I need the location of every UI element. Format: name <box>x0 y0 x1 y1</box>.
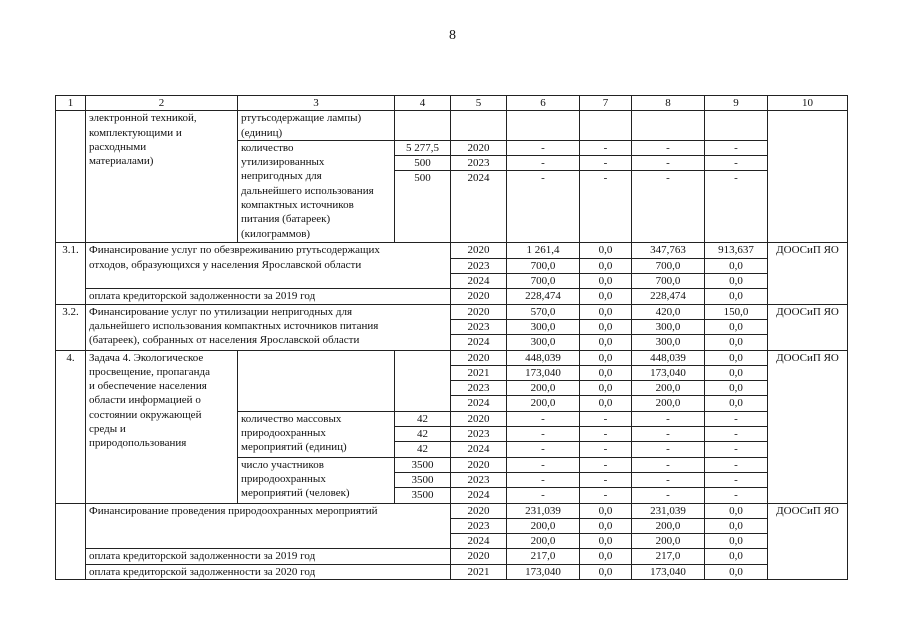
num-cell <box>56 111 86 243</box>
debt-label: оплата кредиторской задолженности за 2019 год <box>86 549 451 564</box>
name-cell: Финансирование проведения природоохранных мероприятий <box>86 503 451 549</box>
header-cell: 7 <box>580 96 632 111</box>
name-cell: Задача 4. Экологическое просвещение, пропаганда и обеспечение населения области информацией о состоянии окружающей среды и природопользования <box>86 350 238 503</box>
table-row: 3.2. Финансирование услуг по утилизации непригодных для дальнейшего использования компактных источников питания (батареек), собранных от населения Ярославской области 2020 570,0 0,0 420,0 150,0 ДООСиП ЯО <box>56 304 848 319</box>
header-cell: 10 <box>768 96 848 111</box>
executor-cell: ДООСиП ЯО <box>768 350 848 503</box>
num-cell: 4. <box>56 350 86 503</box>
header-cell: 3 <box>238 96 395 111</box>
debt-label: оплата кредиторской задолженности за 2020 год <box>86 564 451 579</box>
table-row: 2023 200,0 0,0 200,0 0,0 <box>56 381 848 396</box>
header-cell: 8 <box>632 96 705 111</box>
table-row: оплата кредиторской задолженности за 2019 год 2020 217,0 0,0 217,0 0,0 <box>56 549 848 564</box>
table-row: 500 2024 - - - - <box>56 171 848 243</box>
table-row: 4. Задача 4. Экологическое просвещение, пропаганда и обеспечение населения области информацией о состоянии окружающей среды и природопользования 2020 448,039 0,0 448,039 0,0 ДООСиП ЯО <box>56 350 848 365</box>
table-row: 3500 2024 - - - - <box>56 488 848 503</box>
page-number: 8 <box>449 28 456 43</box>
table-row: 500 2023 - - - - <box>56 156 848 171</box>
table-row: число участников природоохранных мероприятий (человек) 3500 2020 - - - - <box>56 457 848 472</box>
header-cell: 9 <box>705 96 768 111</box>
header-cell: 1 <box>56 96 86 111</box>
name-cell: электронной техникой, комплектующими и расходными материалами) <box>86 111 238 243</box>
table-row: Финансирование проведения природоохранных мероприятий 2020 231,039 0,0 231,039 0,0 ДООСиП ЯО <box>56 503 848 518</box>
header-row <box>56 96 848 111</box>
table-row: 2021 173,040 0,0 173,040 0,0 <box>56 365 848 380</box>
table-row: оплата кредиторской задолженности за 2019 год 2020 228,474 0,0 228,474 0,0 <box>56 289 848 304</box>
table-row: 3500 2023 - - - - <box>56 472 848 487</box>
debt-label: оплата кредиторской задолженности за 2019 год <box>86 289 451 304</box>
indicator-label: количество массовых природоохранных мероприятий (единиц) <box>238 411 395 457</box>
table-row: 2024 700,0 0,0 700,0 0,0 <box>56 274 848 289</box>
table-row: оплата кредиторской задолженности за 2020 год 2021 173,040 0,0 173,040 0,0 <box>56 564 848 579</box>
name-cell: Финансирование услуг по утилизации непригодных для дальнейшего использования компактных источников питания (батареек), собранных от населения Ярославской области <box>86 304 451 350</box>
header-cell: 2 <box>86 96 238 111</box>
table-row: 2024 200,0 0,0 200,0 0,0 <box>56 534 848 549</box>
name-cell: Финансирование услуг по обезвреживанию ртутьсодержащих отходов, образующихся у населения Ярославской области <box>86 243 451 289</box>
table-row: 2024 300,0 0,0 300,0 0,0 <box>56 335 848 350</box>
table-row: 42 2024 - - - - <box>56 442 848 457</box>
num-cell: 3.2. <box>56 304 86 350</box>
executor-cell: ДООСиП ЯО <box>768 243 848 304</box>
table-row: 2023 200,0 0,0 200,0 0,0 <box>56 518 848 533</box>
table-row <box>56 111 848 141</box>
executor-cell <box>768 111 848 243</box>
program-table <box>55 95 848 580</box>
table-row: 2024 200,0 0,0 200,0 0,0 <box>56 396 848 411</box>
table-row: количество массовых природоохранных мероприятий (единиц) 42 2020 - - - - <box>56 411 848 426</box>
header-cell: 4 <box>395 96 451 111</box>
num-cell <box>56 503 86 579</box>
executor-cell: ДООСиП ЯО <box>768 503 848 579</box>
indicator-label: ртутьсодержащие лампы) (единиц) <box>238 111 395 141</box>
indicator-label: количество утилизированных непригодных для дальнейшего использования компактных источников питания (батареек) (килограммов) <box>238 140 395 243</box>
executor-cell: ДООСиП ЯО <box>768 304 848 350</box>
table-row: 2023 700,0 0,0 700,0 0,0 <box>56 258 848 273</box>
table-row: 3.1. Финансирование услуг по обезвреживанию ртутьсодержащих отходов, образующихся у населения Ярославской области 2020 1 261,4 0,0 347,763 913,637 ДООСиП ЯО <box>56 243 848 258</box>
indicator-label: число участников природоохранных мероприятий (человек) <box>238 457 395 503</box>
table-row: 42 2023 - - - - <box>56 427 848 442</box>
header-cell: 6 <box>507 96 580 111</box>
table-row: 2023 300,0 0,0 300,0 0,0 <box>56 319 848 334</box>
num-cell: 3.1. <box>56 243 86 304</box>
header-cell: 5 <box>451 96 507 111</box>
table-row: количество утилизированных непригодных для дальнейшего использования компактных источников питания (батареек) (килограммов) 5 277,5 2020 - - - - <box>56 140 848 155</box>
